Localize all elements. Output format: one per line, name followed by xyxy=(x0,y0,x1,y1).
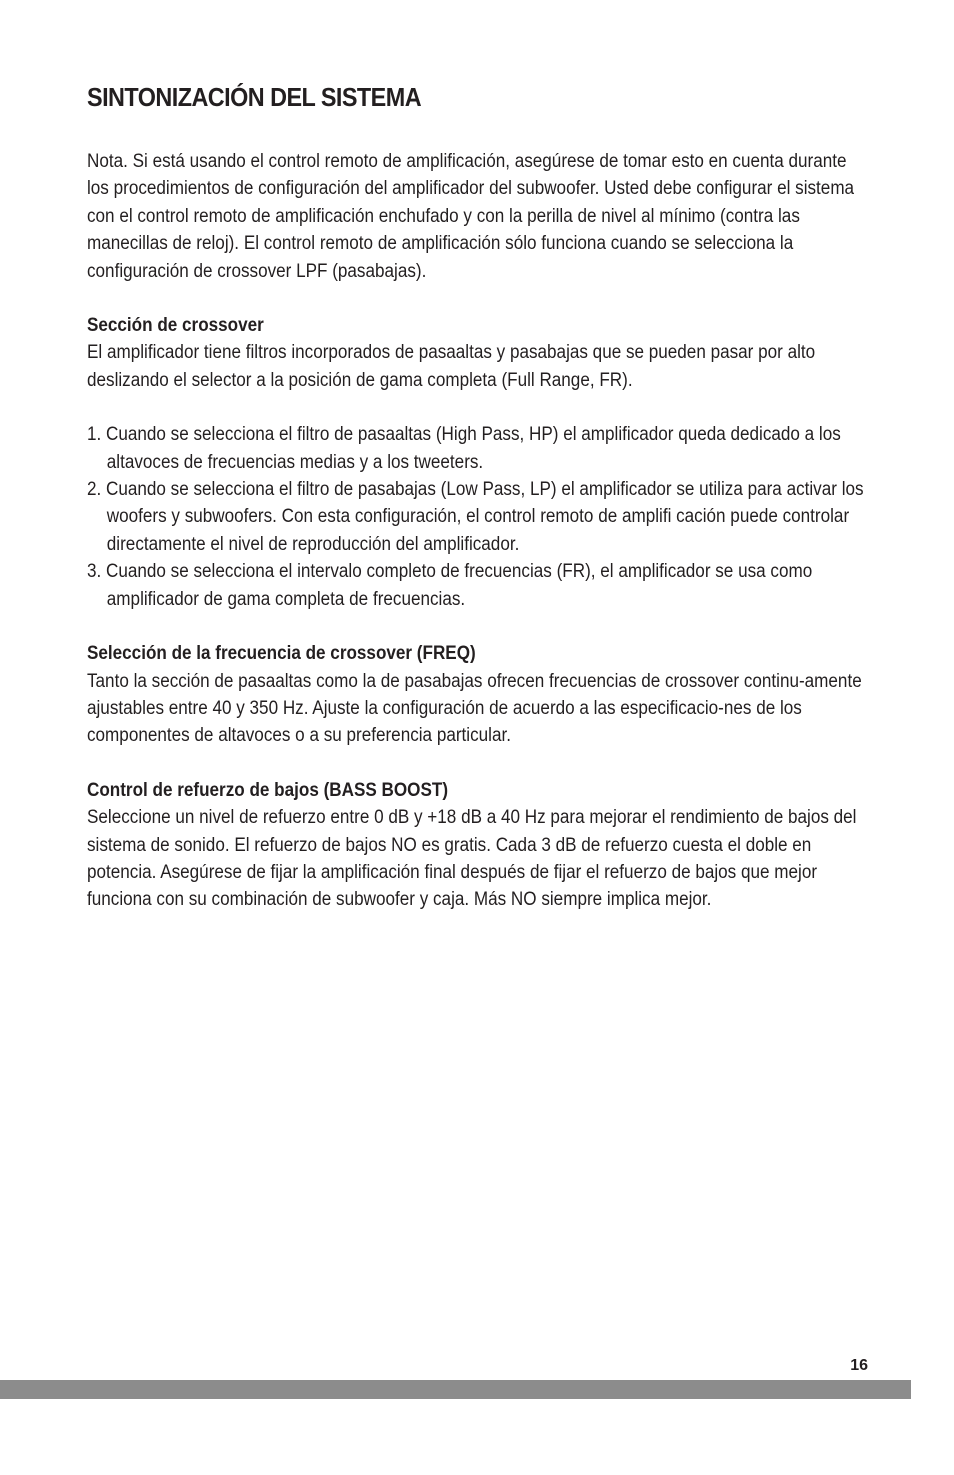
page-number: 16 xyxy=(850,1357,868,1374)
freq-section xyxy=(87,640,870,750)
crossover-body: El amplificador tiene filtros incorporados de pasaaltas y pasabajas que se pueden pasar por alto deslizando el selector a la posición de gama completa (Full Range, FR). xyxy=(87,342,816,391)
crossover-section xyxy=(87,312,870,394)
list-item: 1. Cuando se selecciona el filtro de pasaaltas (High Pass, HP) el amplificador queda dedicado a los altavoces de frecuencias medias y a los tweeters. xyxy=(87,424,841,473)
bass-boost-body: Seleccione un nivel de refuerzo entre 0 dB y +18 dB a 40 Hz para mejorar el rendimiento de bajos del sistema de sonido. El refuerzo de bajos NO es gratis. Cada 3 dB de refuerzo cuesta el doble en potencia. Asegúrese de fijar la amplificación final después de fijar el refuerzo de bajos que mejor funciona con su combinación de subwoofer y caja. Más NO siempre implica mejor. xyxy=(87,807,857,911)
crossover-heading: Sección de crossover xyxy=(87,315,264,337)
page-content xyxy=(87,148,870,941)
intro-note: Nota. Si está usando el control remoto de amplificación, asegúrese de tomar esto en cuenta durante los procedimientos de configuración del amplificador del subwoofer. Usted debe configurar el sistema con el control remoto de amplificación enchufado y con la perilla de nivel al mínimo (contra las manecillas de reloj). El control remoto de amplificación sólo funciona cuando se selecciona la configuración de crossover LPF (pasabajas). xyxy=(87,151,855,282)
bass-boost-section xyxy=(87,777,870,914)
freq-body: Tanto la sección de pasaaltas como la de pasabajas ofrecen frecuencias de crossover continu-amente ajustables entre 40 y 350 Hz. Ajuste la configuración de acuerdo a las especificacio-nes de los componentes de altavoces o a su preferencia particular. xyxy=(87,670,862,747)
footer-bar xyxy=(0,1380,911,1399)
bass-boost-heading: Control de refuerzo de bajos (BASS BOOST) xyxy=(87,779,449,801)
list-item: 3. Cuando se selecciona el intervalo completo de frecuencias (FR), el amplificador se usa como amplificador de gama completa de frecuencias. xyxy=(87,561,813,610)
freq-heading: Selección de la frecuencia de crossover (FREQ) xyxy=(87,643,476,665)
page-title: SINTONIZACIÓN DEL SISTEMA xyxy=(87,82,422,112)
list-item: 2. Cuando se selecciona el filtro de pasabajas (Low Pass, LP) el amplificador se utiliza para activar los woofers y subwoofers. Con esta configuración, el control remoto de amplifi cación puede controlar directamente el nivel de reproducción del amplificador. xyxy=(87,479,864,555)
crossover-list xyxy=(87,421,870,613)
